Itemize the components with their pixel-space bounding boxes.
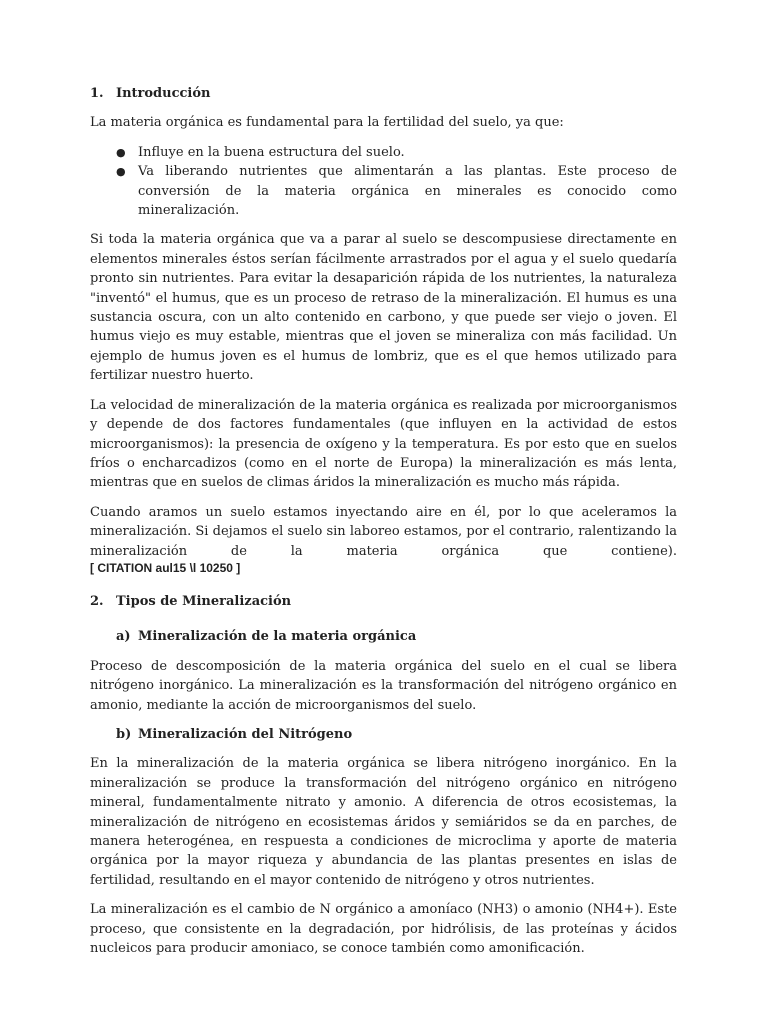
body-paragraph: La mineralización es el cambio de N orgánico a amoníaco (NH3) o amonio (NH4+). Este proceso, que consistente en la degradación, por hidrólisis, de las proteínas y ácidos nucleicos para producir amoniaco, se conoce también como amonificación. [90, 902, 677, 957]
intro-paragraph: La materia orgánica es fundamental para la fertilidad del suelo, ya que: [90, 115, 564, 131]
section-number: 1. [90, 86, 104, 101]
subsection-title: Mineralización del Nitrógeno [138, 726, 353, 742]
section-heading-tipos [90, 592, 677, 611]
document-page [90, 84, 677, 968]
list-item [90, 143, 677, 162]
subsection-title: Mineralización de la materia orgánica [138, 629, 417, 645]
body-paragraph: En la mineralización de la materia orgánica se libera nitrógeno inorgánico. En la mineralización se produce la transformación del nitrógeno orgánico en nitrógeno mineral, fundamentalmente nitrato y amonio. A diferencia de otros ecosistemas, la mineralización de nitrógeno en ecosistemas áridos y semiáridos se da en parches, de manera heterogénea, en respuesta a condiciones de microclima y aporte de materia orgánica por la mayor riqueza y abundancia de las plantas presentes en islas de fertilidad, resultando en el mayor contenido de nitrógeno y otros nutrientes. [90, 756, 677, 888]
body-paragraph: Proceso de descomposición de la materia orgánica del suelo en el cual se libera nitrógeno inorgánico. La mineralización es la transformación del nitrógeno orgánico en amonio, mediante la acción de microorganismos del suelo. [90, 658, 677, 713]
list-item-text: Va liberando nutrientes que alimentarán a las plantas. Este proceso de conversión de la materia orgánica en minerales es conocido como mineralización. [138, 164, 677, 219]
bullet-list [90, 143, 677, 221]
list-item-text: Influye en la buena estructura del suelo. [138, 144, 405, 160]
section-heading-introduccion [90, 84, 677, 103]
bullet-dot-icon: ● [116, 165, 126, 179]
body-paragraph: Cuando aramos un suelo estamos inyectando aire en él, por lo que aceleramos la mineralización. Si dejamos el suelo sin laboreo estamos, por el contrario, ralentizando la mineralización de la materia orgánica que contiene). [90, 504, 677, 559]
citation-field: [ CITATION aul15 \l 10250 ] [90, 560, 241, 575]
section-title: Introducción [116, 86, 211, 101]
list-item [90, 162, 677, 220]
section-title: Tipos de Mineralización [116, 593, 292, 609]
subsection-label: a) [116, 629, 131, 645]
body-paragraph: Si toda la materia orgánica que va a parar al suelo se descompusiese directamente en elementos minerales éstos serían fácilmente arrastrados por el agua y el suelo quedaría pronto sin nutrientes. Para evitar la desaparición rápida de los nutrientes, la naturaleza "inventó" el humus, que es un proceso de retraso de la mineralización. El humus es una sustancia oscura, con un alto contenido en carbono, y que puede ser viejo o joven. El humus viejo es muy estable, mientras que el joven se mineraliza con más facilidad. Un ejemplo de humus joven es el humus de lombriz, que es el que hemos utilizado para fertilizar nuestro huerto. [90, 232, 677, 384]
subsection-heading-b [116, 725, 677, 744]
section-number: 2. [90, 593, 104, 609]
subsection-heading-a [116, 627, 677, 646]
bullet-dot-icon: ● [116, 145, 126, 159]
body-paragraph: La velocidad de mineralización de la materia orgánica es realizada por microorganismos y depende de dos factores fundamentales (que influyen en la actividad de estos microorganismos): la presencia de oxígeno y la temperatura. Es por esto que en suelos fríos o encharcadizos (como en el norte de Europa) la mineralización es más lenta, mientras que en suelos de climas áridos la mineralización es mucho más rápida. [90, 397, 677, 491]
subsection-label: b) [116, 726, 132, 742]
